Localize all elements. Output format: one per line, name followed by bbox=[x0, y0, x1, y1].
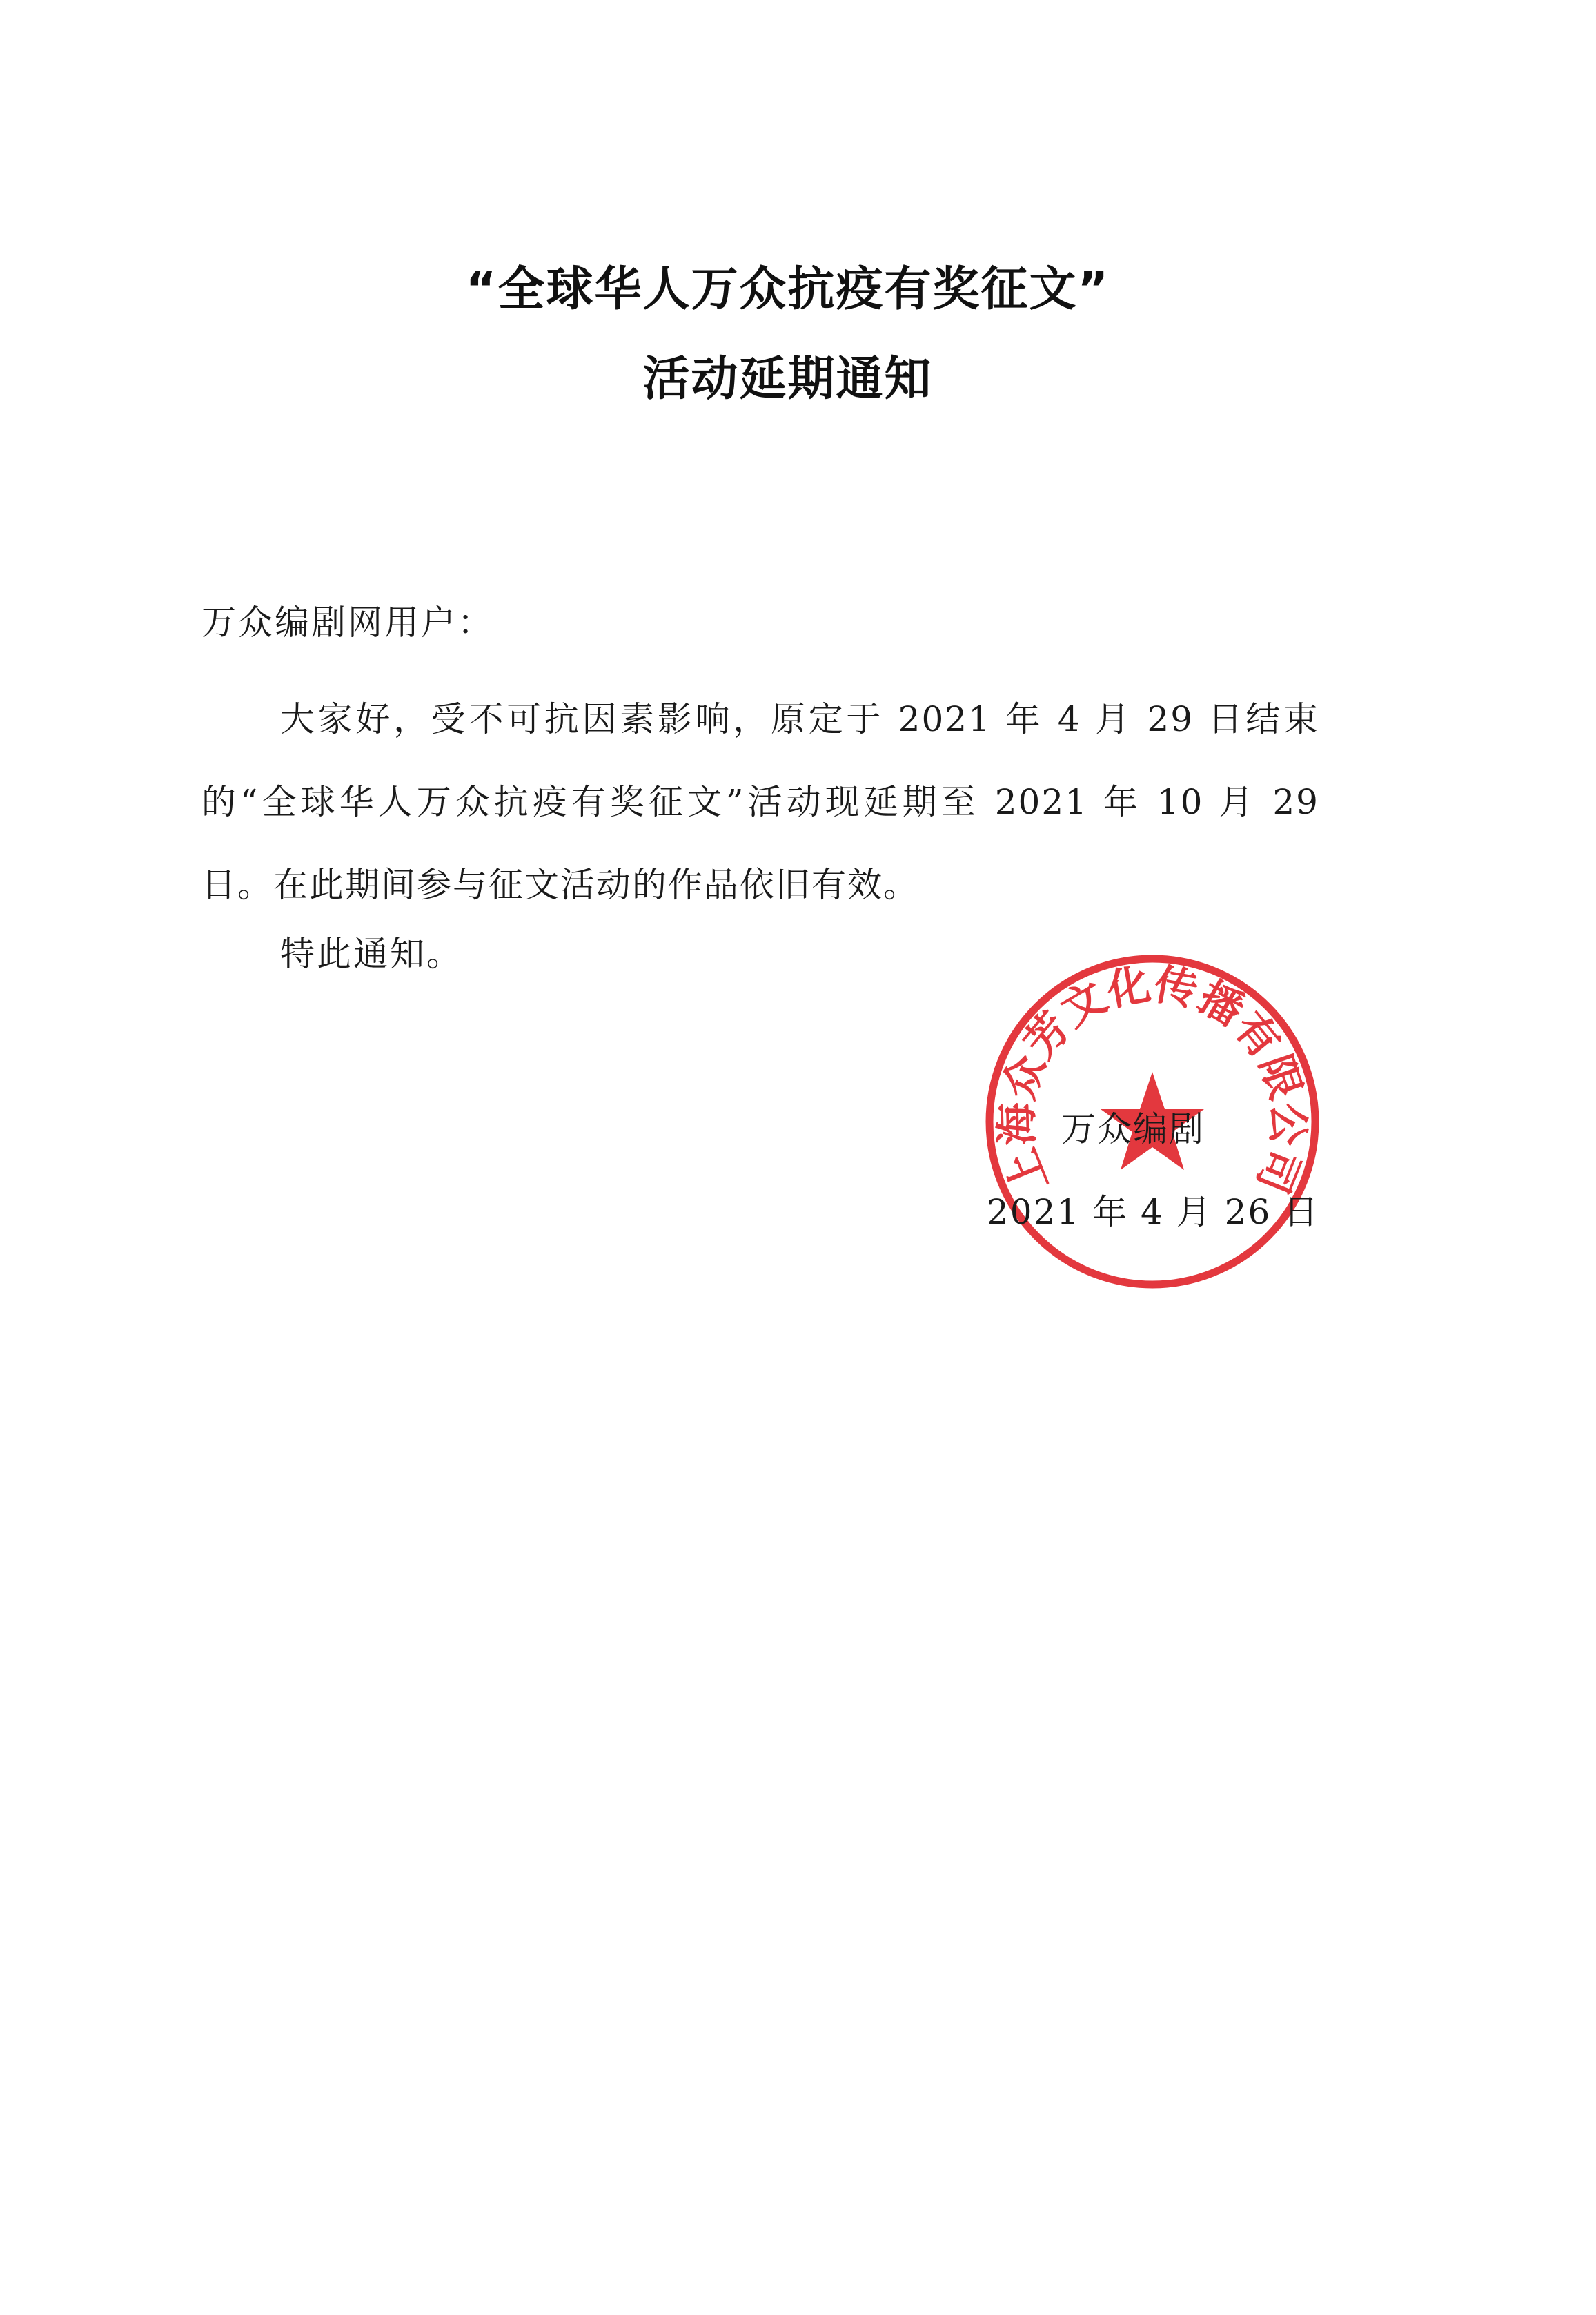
signature-organization: 万众编剧 bbox=[1061, 1109, 1205, 1149]
title-line-1: “全球华人万众抗疫有奖征文” bbox=[465, 262, 1110, 317]
salutation: 万众编剧网用户： bbox=[201, 603, 494, 643]
closing-line: 特此通知。 bbox=[280, 934, 463, 974]
notice-title bbox=[0, 245, 1596, 424]
seal-text: 上海众芳文化传播有限公司 bbox=[991, 958, 1314, 1200]
title-line-2: 活动延期通知 bbox=[642, 352, 933, 407]
body-paragraph: 大家好，受不可抗因素影响，原定于 2021 年 4 月 29 日结束的“全球华人万众抗疫有奖征文”活动现延期至 2021 年 10 月 29 日。在此期间参与征文活动的作品依旧有效。 bbox=[201, 699, 1319, 905]
signature-date: 2021 年 4 月 26 日 bbox=[987, 1192, 1320, 1232]
